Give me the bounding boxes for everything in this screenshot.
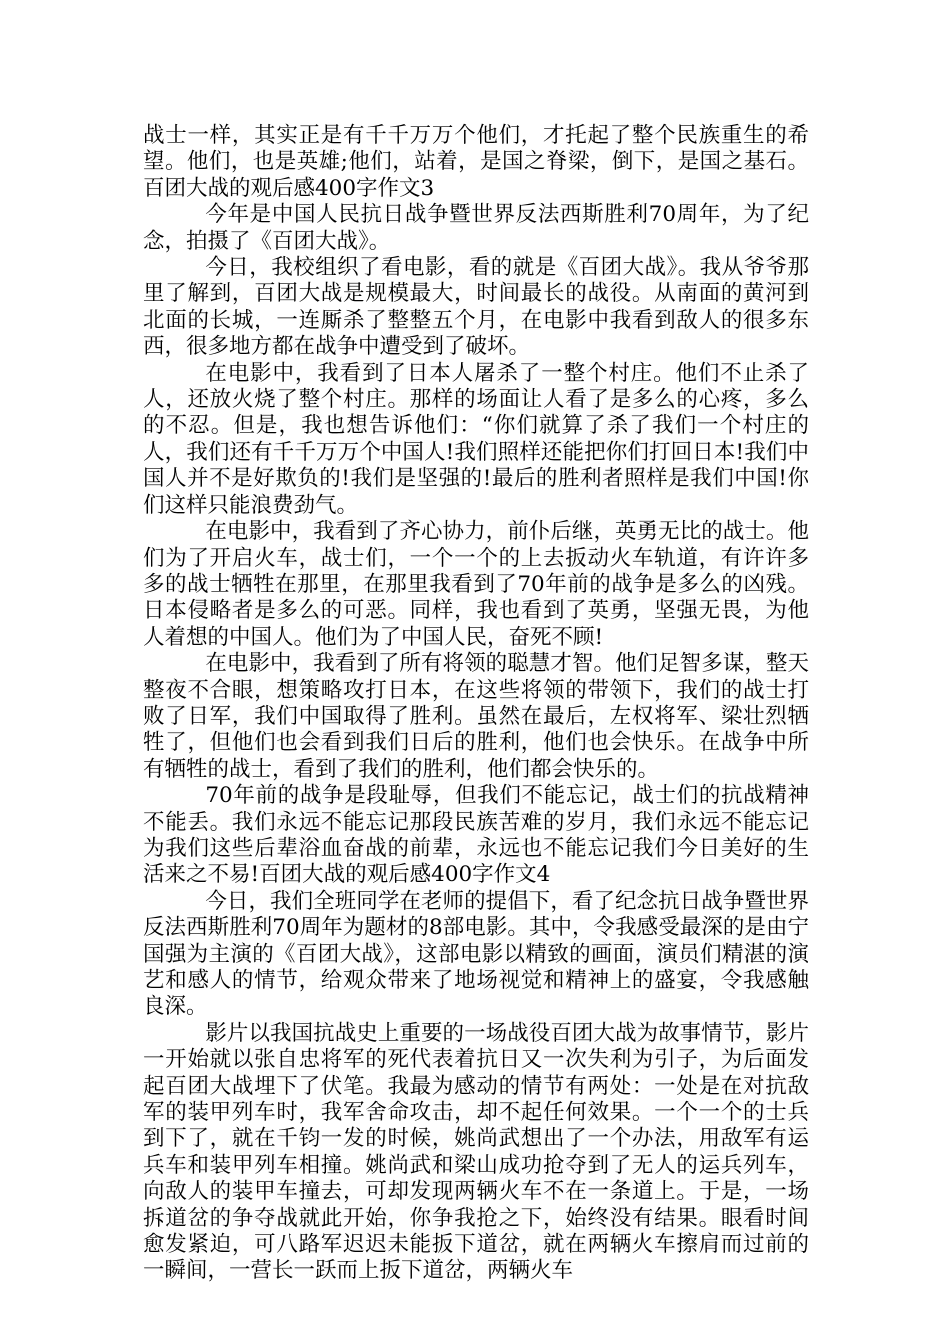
paragraph-7: 70年前的战争是段耻辱，但我们不能忘记，战士们的抗战精神不能丢。我们永远不能忘记那段民族苦难的岁月，我们永远不能忘记为我们这些后辈浴血奋战的前辈，永远也不能忘记我们今日美好的生活来之不易!百团大战的观后感400字作文4 — [143, 783, 809, 888]
paragraph-2: 今年是中国人民抗日战争暨世界反法西斯胜利70周年，为了纪念，拍摄了《百团大战》。 — [143, 202, 809, 254]
paragraph-4: 在电影中，我看到了日本人屠杀了一整个村庄。他们不止杀了人，还放火烧了整个村庄。那样的场面让人看了是多么的心疼，多么的不忍。但是，我也想告诉他们：“你们就算了杀了我们一个村庄的人，我们还有千千万万个中国人!我们照样还能把你们打回日本!我们中国人并不是好欺负的!我们是坚强的!最后的胜利者照样是我们中国!你们这样只能浪费劲气。 — [143, 360, 809, 518]
paragraph-6: 在电影中，我看到了所有将领的聪慧才智。他们足智多谋，整天整夜不合眼，想策略攻打日本，在这些将领的带领下，我们的战士打败了日军，我们中国取得了胜利。虽然在最后，左权将军、梁壮烈牺牲了，但他们也会看到我们日后的胜利，他们也会快乐。在战争中所有牺牲的战士，看到了我们的胜利，他们都会快乐的。 — [143, 651, 809, 782]
article-body — [143, 123, 809, 1285]
paragraph-8: 今日，我们全班同学在老师的提倡下，看了纪念抗日战争暨世界反法西斯胜利70周年为题材的8部电影。其中，令我感受最深的是由宁国强为主演的《百团大战》，这部电影以精致的画面，演员们精湛的演艺和感人的情节，给观众带来了地场视觉和精神上的盛宴，令我感触良深。 — [143, 888, 809, 1020]
paragraph-1: 战士一样，其实正是有千千万万个他们，才托起了整个民族重生的希望。他们，也是英雄;他们，站着，是国之脊梁，倒下，是国之基石。百团大战的观后感400字作文3 — [143, 123, 809, 201]
paragraph-9: 影片以我国抗战史上重要的一场战役百团大战为故事情节，影片一开始就以张自忠将军的死代表着抗日又一次失利为引子，为后面发起百团大战埋下了伏笔。我最为感动的情节有两处：一处是在对抗敌军的装甲列车时，我军舍命攻击，却不起任何效果。一个一个的士兵到下了，就在千钧一发的时候，姚尚武想出了一个办法，用敌军有运兵车和装甲列车相撞。姚尚武和梁山成功抢夺到了无人的运兵列车，向敌人的装甲车撞去，可却发现两辆火车不在一条道上。于是，一场拆道岔的争夺战就此开始，你争我抢之下，始终没有结果。眼看时间愈发紧迫，可八路军迟迟未能扳下道岔，就在两辆火车擦肩而过前的一瞬间，一营长一跃而上扳下道岔，两辆火车 — [143, 1020, 809, 1284]
paragraph-3: 今日，我校组织了看电影，看的就是《百团大战》。我从爷爷那里了解到，百团大战是规模最大，时间最长的战役。从南面的黄河到北面的长城，一连厮杀了整整五个月，在电影中我看到敌人的很多东西，很多地方都在战争中遭受到了破坏。 — [143, 255, 809, 360]
paragraph-5: 在电影中，我看到了齐心协力，前仆后继，英勇无比的战士。他们为了开启火车，战士们，一个一个的上去扳动火车轨道，有许许多多的战士牺牲在那里，在那里我看到了70年前的战争是多么的凶残。日本侵略者是多么的可恶。同样，我也看到了英勇，坚强无畏，为他人着想的中国人。他们为了中国人民，奋死不顾! — [143, 519, 809, 650]
